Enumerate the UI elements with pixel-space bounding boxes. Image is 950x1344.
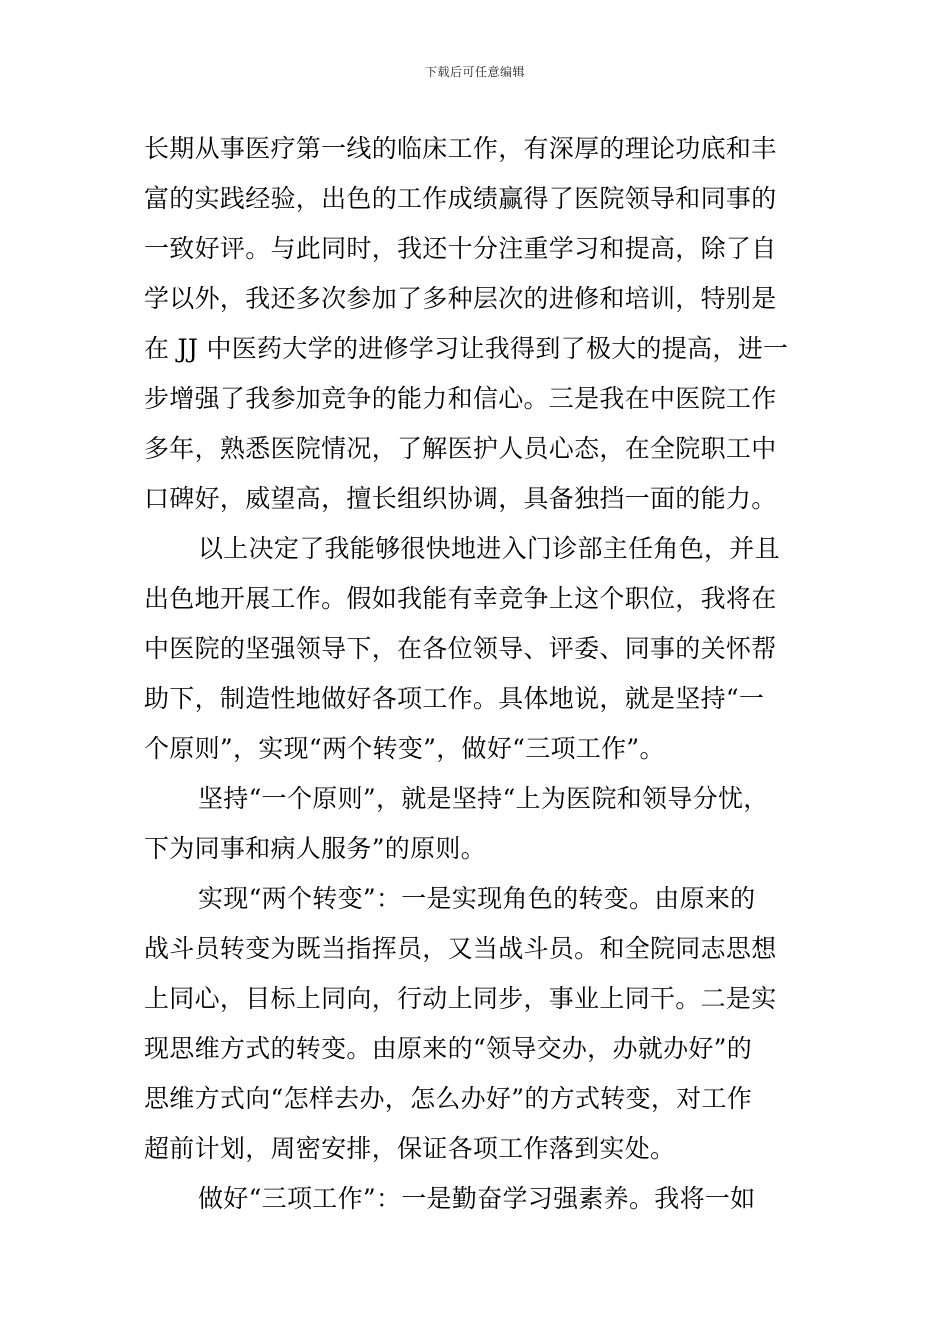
text-line: 在 JJ 中医药大学的进修学习让我得到了极大的提高，进一 bbox=[144, 334, 789, 363]
text-line: 下为同事和病人服务”的原则。 bbox=[144, 834, 486, 863]
text-line: 战斗员转变为既当指挥员，又当战斗员。和全院同志思想 bbox=[144, 934, 777, 963]
text-line: 一致好评。与此同时，我还十分注重学习和提高，除了自 bbox=[144, 234, 777, 263]
paragraph-start-line: 做好“三项工作”：一是勤奋学习强素养。我将一如 bbox=[198, 1184, 756, 1213]
document-body bbox=[144, 124, 812, 1224]
paragraph-start-line: 坚持“一个原则”，就是坚持“上为医院和领导分忧， bbox=[198, 784, 769, 813]
paragraph-start-line: 实现“两个转变”：一是实现角色的转变。由原来的 bbox=[198, 884, 756, 913]
text-line: 个原则”，实现“两个转变”，做好“三项工作”。 bbox=[144, 734, 665, 763]
text-line: 中医院的坚强领导下，在各位领导、评委、同事的关怀帮 bbox=[144, 634, 777, 663]
text-line: 上同心，目标上同向，行动上同步，事业上同干。二是实 bbox=[144, 984, 777, 1013]
text-line: 多年，熟悉医院情况，了解医护人员心态，在全院职工中 bbox=[144, 434, 777, 463]
text-line: 思维方式向“怎样去办，怎么办好”的方式转变，对工作 bbox=[144, 1084, 753, 1113]
text-line: 长期从事医疗第一线的临床工作，有深厚的理论功底和丰 bbox=[144, 134, 777, 163]
text-line: 助下，制造性地做好各项工作。具体地说，就是坚持“一 bbox=[144, 684, 765, 713]
text-line: 现思维方式的转变。由原来的“领导交办，办就办好”的 bbox=[144, 1034, 753, 1063]
text-line: 富的实践经验，出色的工作成绩赢得了医院领导和同事的 bbox=[144, 184, 777, 213]
page-header: 下载后可任意编辑 bbox=[424, 65, 525, 79]
text-line: 口碑好，威望高，擅长组织协调，具备独挡一面的能力。 bbox=[144, 484, 777, 513]
text-line: 学以外，我还多次参加了多种层次的进修和培训，特别是 bbox=[144, 284, 777, 313]
text-line: 出色地开展工作。假如我能有幸竞争上这个职位，我将在 bbox=[144, 584, 777, 613]
text-line: 超前计划，周密安排，保证各项工作落到实处。 bbox=[144, 1134, 676, 1163]
paragraph-start-line: 以上决定了我能够很快地进入门诊部主任角色，并且 bbox=[198, 534, 780, 563]
text-line: 步增强了我参加竞争的能力和信心。三是我在中医院工作 bbox=[144, 384, 777, 413]
